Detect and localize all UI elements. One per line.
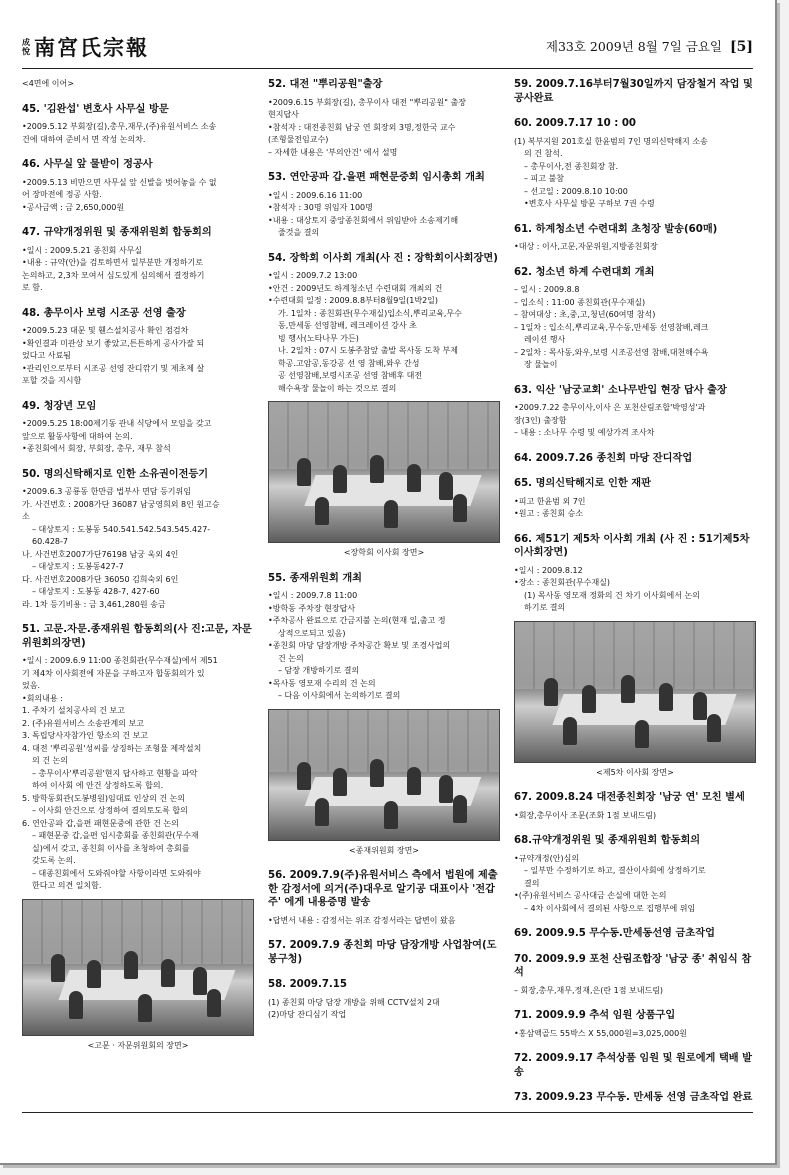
section-line: •목사동 영모재 수리의 건 논의	[268, 678, 376, 688]
section-line: – 2일차 : 목사동,와우,보령 시조공선영 참배,대천해수욕	[514, 347, 709, 357]
section-line: •2009.5.23 대문 및 휀스설치공사 확인 점검차	[22, 326, 189, 335]
section-line: 었다고 사료됨	[22, 351, 71, 360]
section-line: 장 물놀이	[524, 360, 558, 369]
column-1	[22, 78, 254, 1056]
issue-date: 제33호 2009년 8월 7일 금요일	[545, 39, 722, 54]
section-line: •확인결과 미관상 보기 좋았고,튼튼하게 공사가잘 되	[22, 338, 205, 348]
section-line: 어 장마전에 정공 사함.	[22, 190, 102, 199]
section-heading: 52. 대전 "뿌리공원"출장	[268, 79, 383, 90]
section-heading: 48. 총무이사 보령 시조공 선영 출장	[22, 307, 186, 319]
continued-note: <4면에 이어>	[22, 79, 74, 88]
section-line: – 패현문중 갑,을편 임시총회를 종친회관(무수재	[32, 831, 199, 840]
section-line: 의 건 참석.	[524, 149, 563, 158]
section-line: (조형물전임교수)	[268, 135, 329, 144]
section-line: 갖도록 논의.	[32, 856, 76, 865]
section-line: 상적으로되고 있음)	[278, 628, 346, 638]
section-line: •관리인으로부터 시조공 선영 잔디깎기 및 제초제 살	[22, 363, 205, 373]
photo-caption: <고문 · 자문위원회의 장면>	[87, 1040, 189, 1050]
section-line: 논의하고, 2,3차 모여서 심도있게 심의해서 결정하기	[22, 270, 205, 280]
section-heading: 59. 2009.7.16부터7월30일까지 담장철거 작업 및 공사완료	[514, 79, 753, 104]
section-line: – 다음 이사회에서 논의하기로 결의	[278, 691, 401, 700]
masthead	[22, 32, 149, 62]
person-figure	[297, 458, 311, 486]
person-figure	[333, 465, 347, 493]
section-line: – 총무이사,전 종친회장 참.	[524, 161, 618, 171]
section-line: •원고 : 종친회 승소	[514, 509, 584, 518]
section-line: •일시 : 2009.6.16 11:00	[268, 190, 363, 200]
section-line: •안건 : 2009년도 하계청소년 수련대회 개최의 건	[268, 283, 443, 293]
person-figure	[161, 959, 175, 987]
section-line: •2009.5.13 비만으면 사무실 앞 신발을 벗어놓을 수 없	[22, 177, 217, 187]
logo-char-1: 成	[22, 37, 30, 47]
section-line: 해수욕장 물놀이 하는 것으로 결의	[278, 383, 397, 393]
person-figure	[707, 714, 721, 742]
photo-caption: <제5차 이사회 장면>	[596, 767, 674, 777]
section-heading: 51. 고문.자문.종재위원 합동회의(사 진:고문, 자문위원회의장면)	[22, 624, 252, 649]
section-heading: 57. 2009.7.9 종친회 마당 담장개방 사업참여(도봉구청)	[268, 940, 497, 965]
section-line: 기 제4차 이사회전에 자문을 구하고자 합동회의가 있	[22, 668, 205, 678]
section-line: 소	[22, 512, 30, 521]
section-line: 6. 연안공파 갑,을편 패현문중에 관한 건 논의	[22, 818, 179, 828]
section-line: – 대상토지 : 도봉동 428-7, 427-60	[32, 587, 160, 596]
section-line: 라. 1차 등기비용 : 금 3,461,280원 송금	[22, 599, 166, 609]
page-header	[22, 28, 753, 69]
section-heading: 55. 종재위원회 개최	[268, 572, 363, 584]
section-line: 학공.고암공,동강공 선 영 참배,와우 간성	[278, 358, 420, 368]
section-line: •일시 : 2009.8.12	[514, 565, 583, 575]
section-heading: 69. 2009.9.5 무수동.만세동선영 금초작업	[514, 928, 715, 939]
section-heading: 45. '김완섭' 변호사 사무실 방문	[22, 103, 169, 115]
logo-char-2: 悅	[22, 46, 30, 56]
section-line: 60.428-7	[32, 537, 68, 546]
section-line: •장소 : 종친회관(무수재실)	[514, 578, 611, 587]
person-figure	[138, 994, 152, 1022]
section-line: (2)마당 잔디심기 작업	[268, 1010, 347, 1019]
section-heading: 63. 익산 '남궁교회' 소나무반입 현장 답사 출장	[514, 384, 727, 396]
person-figure	[544, 678, 558, 706]
newsletter-title: 南宮氏宗報	[34, 35, 149, 60]
meeting-photo	[268, 709, 500, 841]
meeting-photo	[514, 621, 756, 763]
section-line: •주차공사 완료으로 간금지불 논의(현재 일,출고 정	[268, 616, 446, 625]
person-figure	[69, 991, 83, 1019]
column-3	[514, 78, 756, 1110]
section-line: – 선고일 : 2009.8.10 10:00	[524, 186, 628, 196]
section-heading: 68.규약개정위원 및 종재위원회 합동회의	[514, 835, 701, 846]
column-2	[268, 78, 500, 1022]
section-line: 레이션 행사	[524, 335, 566, 344]
section-heading: 64. 2009.7.26 종친회 마당 잔디작업	[514, 452, 693, 464]
section-line: 의 건 논의	[32, 756, 68, 765]
section-line: 하기로 결의	[524, 603, 566, 612]
section-line: •변호사 사무실 방문 구하보 7권 수령	[524, 199, 655, 208]
section-line: •내용 : 규약(안)을 검토하면서 일부분만 개정하기로	[22, 258, 203, 267]
section-line: – 대상토지 : 도봉동 540.541.542.543.545.427-	[32, 524, 211, 534]
section-line: (1) 목사동 영모재 정화의 건 차기 이사회에서 논의	[524, 590, 700, 600]
section-line: 로 함.	[22, 283, 43, 292]
issue-info	[546, 37, 753, 55]
section-line: 동,만세동 선영참배, 레크레이션 강사 초	[278, 321, 417, 330]
section-line: •피고 한윤범 외 7인	[514, 496, 586, 506]
section-line: •2009.6.3 공룡동 한만큼 법부사 면담 등기위임	[22, 487, 191, 496]
section-line: •2009.7.22 총무이사,이사 은 포천산림조합'박영성'과	[514, 403, 706, 412]
meeting-photo	[268, 401, 500, 543]
section-line: – 피고 불참	[524, 174, 564, 183]
person-figure	[384, 801, 398, 829]
section-line: 다. 사건번호2008가단 36050 김희숙외 6인	[22, 574, 179, 584]
section-heading: 53. 연안공파 갑.을편 패현문중회 임시총회 개최	[268, 172, 485, 183]
person-figure	[87, 960, 101, 988]
section-line: •2009.5.25 18:00제기동 관내 식당에서 모임을 갖고	[22, 419, 212, 428]
section-line: •규약개정(안)심의	[514, 853, 580, 863]
section-line: – 이사회 안건으로 상정하여 결의토도록 합의	[32, 806, 188, 815]
section-heading: 56. 2009.7.9(주)유원서비스 측에서 법원에 제출한 감정서에 의거(주)대우로 알기공 대표이사 '전갑주' 에게 내용증명 발송	[268, 870, 498, 908]
section-line: •2009.5.12 부회장(길),총무,재무,(주)유원서비스 소송	[22, 122, 217, 131]
section-line: 건 논의	[278, 653, 304, 663]
person-figure	[693, 692, 707, 720]
person-figure	[453, 795, 467, 823]
person-figure	[193, 967, 207, 995]
section-line: – 대종친회에서 도와줘야할 사항이라면 도와줘야	[32, 868, 201, 878]
person-figure	[124, 951, 138, 979]
page-number: [5]	[730, 39, 753, 55]
person-figure	[207, 989, 221, 1017]
section-line: 앞으로 활동사항에 대하여 논의.	[22, 431, 133, 441]
section-line: •공사금액 : 금 2,650,000원	[22, 202, 125, 212]
section-heading: 66. 제51기 제5차 이사회 개최 (사 진 : 51기제5차 이사회장면)	[514, 533, 750, 558]
person-figure	[370, 455, 384, 483]
masthead-small-logo	[22, 38, 30, 56]
meeting-photo	[22, 899, 254, 1036]
section-line: – 대상토지 : 도봉동427-7	[32, 562, 124, 571]
section-line: 하여 이사회 에 안건 상정하도록 합의.	[32, 781, 164, 790]
person-figure	[453, 494, 467, 522]
person-figure	[582, 685, 596, 713]
section-line: – 1일차 : 입소식,뿌리교육,무수동,만세동 선영참배,레크	[514, 322, 709, 332]
person-figure	[315, 497, 329, 525]
person-figure	[384, 500, 398, 528]
section-line: – 담장 개방하기로 결의	[278, 666, 360, 675]
section-line: 결의	[524, 878, 540, 888]
section-line: – 자세한 내용은 '부의안건' 에서 설명	[268, 147, 398, 157]
section-heading: 62. 청소년 하계 수련대회 개최	[514, 266, 655, 278]
section-line: 4. 대전 '뿌리공원'성씨를 상징하는 조형물 제작설치	[22, 743, 202, 753]
section-line: 빙 행사(노타나무 가든)	[278, 333, 359, 343]
section-line: – 회장,총무,재무,정재,은(란 1점 보내드림)	[514, 985, 664, 995]
section-line: 줄것을 결의	[278, 228, 320, 237]
section-line: 었음.	[22, 681, 40, 690]
section-heading: 72. 2009.9.17 추석상품 임원 및 원로에게 택배 발송	[514, 1053, 753, 1078]
section-line: •종친회 마당 담장개방 주차공간 확보 및 조경사업의	[268, 641, 451, 650]
person-figure	[315, 798, 329, 826]
photo-caption: <장학회 이사회 장면>	[343, 548, 425, 557]
person-figure	[297, 762, 311, 790]
section-heading: 71. 2009.9.9 추석 임원 상품구입	[514, 1010, 676, 1021]
section-line: – 4차 이사회에서 결의된 사항으로 집행부에 위임	[524, 903, 696, 913]
section-heading: 54. 장학회 이사회 개최(사 진 : 장학회이사회장면)	[268, 252, 498, 264]
section-line: 3. 독립당사자참가인 항소의 건 보고	[22, 731, 148, 740]
section-line: – 일시 : 2009.8.8	[514, 285, 580, 294]
section-heading: 70. 2009.9.9 포천 산림조합장 '남궁 종' 취임식 참석	[514, 953, 752, 978]
person-figure	[407, 464, 421, 492]
person-figure	[635, 720, 649, 748]
section-line: 공 선영참배,보령시조공 선영 참배후 대전	[278, 371, 423, 380]
section-line: •일시 : 2009.6.9 11:00 종친회관(무수재실)에서 제51	[22, 656, 218, 665]
section-heading: 65. 명의신탁해지로 인한 재판	[514, 478, 651, 489]
bottom-rule	[22, 1112, 753, 1113]
person-figure	[621, 675, 635, 703]
section-line: •2009.6.15 부회장(길), 총무이사 대전 "뿌리공원" 출장	[268, 97, 466, 107]
section-line: 한다고 의견 일치함.	[32, 881, 102, 890]
section-line: •참석자 : 30명 위임자 100명	[268, 203, 373, 212]
section-heading: 60. 2009.7.17 10 : 00	[514, 118, 637, 129]
section-line: 건에 대하여 준비서 면 작성 논의차.	[22, 134, 146, 144]
section-line: 나. 사건번호2007가단76198 남궁 욱외 4인	[22, 549, 179, 559]
section-line: •일시 : 2009.5.21 종친회 사무실	[22, 245, 143, 255]
section-line: 5. 방학동회관(도봉병원)임대료 인상의 건 논의	[22, 793, 186, 803]
person-figure	[659, 683, 673, 711]
section-line: (1) 종친회 마당 담장 개방을 위해 CCTV설치 2대	[268, 997, 440, 1007]
section-line: 1. 주차기 설치공사의 건 보고	[22, 706, 125, 715]
section-line: – 참여대상 : 초,중,고,청년(60여명 참석)	[514, 310, 656, 319]
section-line: 2. (주)유원서비스 소송관계의 보고	[22, 718, 144, 728]
section-line: 나. 2일차 : 07시 도봉주참앞 출발 목사동 도착 부제	[278, 346, 458, 355]
section-line: 현지답사	[268, 110, 299, 119]
section-heading: 61. 하계청소년 수련대회 초청장 발송(60매)	[514, 223, 718, 235]
section-line: •대상 : 이사,고문,자문위원,지방종친회장	[514, 242, 658, 251]
section-line: •일시 : 2009.7.8 11:00	[268, 591, 358, 600]
section-line: •회장,총무이사 조문(조화 1점 보내드림)	[514, 810, 657, 820]
section-line: •내용 : 대상토지 중앙종친회에서 위임받아 소송제기해	[268, 215, 459, 225]
section-heading: 46. 사무실 앞 물받이 정공사	[22, 159, 153, 170]
section-line: •(주)유원서비스 공사대금 손실에 대한 논의	[514, 891, 667, 900]
person-figure	[563, 717, 577, 745]
section-line: •방학동 주차장 현장답사	[268, 603, 356, 613]
section-line: – 내용 : 소나무 수령 및 예상가격 조사차	[514, 428, 655, 437]
section-line: 가. 사건번호 : 2008가단 36087 남궁영희외 8인 원고승	[22, 499, 220, 509]
section-line: 포할 것을 지시함	[22, 376, 82, 385]
section-line: – 일부만 수정하기로 하고, 결산이사회에 상정하기로	[524, 866, 706, 875]
section-line: – 총무이사'뿌리공원'현지 답사하고 현황을 파악	[32, 768, 198, 778]
person-figure	[370, 759, 384, 787]
section-line: – 입소식 : 11:00 종친회관(무수재실)	[514, 297, 646, 307]
person-figure	[407, 767, 421, 795]
person-figure	[439, 472, 453, 500]
person-figure	[333, 768, 347, 796]
section-line: •참석자 : 대전종친회 남궁 연 회장외 3명,정한국 교수	[268, 122, 456, 132]
section-heading: 49. 청장년 모임	[22, 400, 97, 412]
person-figure	[439, 775, 453, 803]
person-figure	[51, 954, 65, 982]
section-line: (1) 복부지원 201호실 한윤범의 7인 명의신탁해지 소송	[514, 136, 708, 146]
section-line: •답변서 내용 : 감정서는 위조 감정서라는 답변이 왔음	[268, 915, 456, 925]
section-line: 실)에서 갖고, 종친회 이사를 초청하여 총회를	[32, 843, 190, 853]
section-line: •회의내용 :	[22, 693, 63, 703]
section-line: •종친회에서 회장, 부회장, 총무, 재무 참석	[22, 444, 171, 453]
section-line: •일시 : 2009.7.2 13:00	[268, 271, 358, 280]
section-heading: 47. 규약개정위원 및 종재위원회 합동회의	[22, 227, 212, 238]
section-heading: 58. 2009.7.15	[268, 979, 347, 990]
section-heading: 67. 2009.8.24 대전종친회장 '남궁 연' 모친 별세	[514, 792, 745, 803]
section-line: •홍삼액골드 55박스 X 55,000원=3,025,000원	[514, 1028, 687, 1038]
section-heading: 73. 2009.9.23 무수동. 만세동 선영 금초작업 완료	[514, 1092, 753, 1103]
section-heading: 50. 명의신탁해지로 인한 소유권이전등기	[22, 468, 209, 480]
section-line: 장(3인) 출장함	[514, 415, 567, 425]
section-line: •수련대회 일정 : 2009.8.8부터8월9일(1박2일)	[268, 296, 439, 305]
section-line: 가. 1일차 : 종친회관(무수재실)입소식,뿌리교육,무수	[278, 308, 462, 318]
photo-caption: <종재위원회 장면>	[348, 845, 420, 855]
